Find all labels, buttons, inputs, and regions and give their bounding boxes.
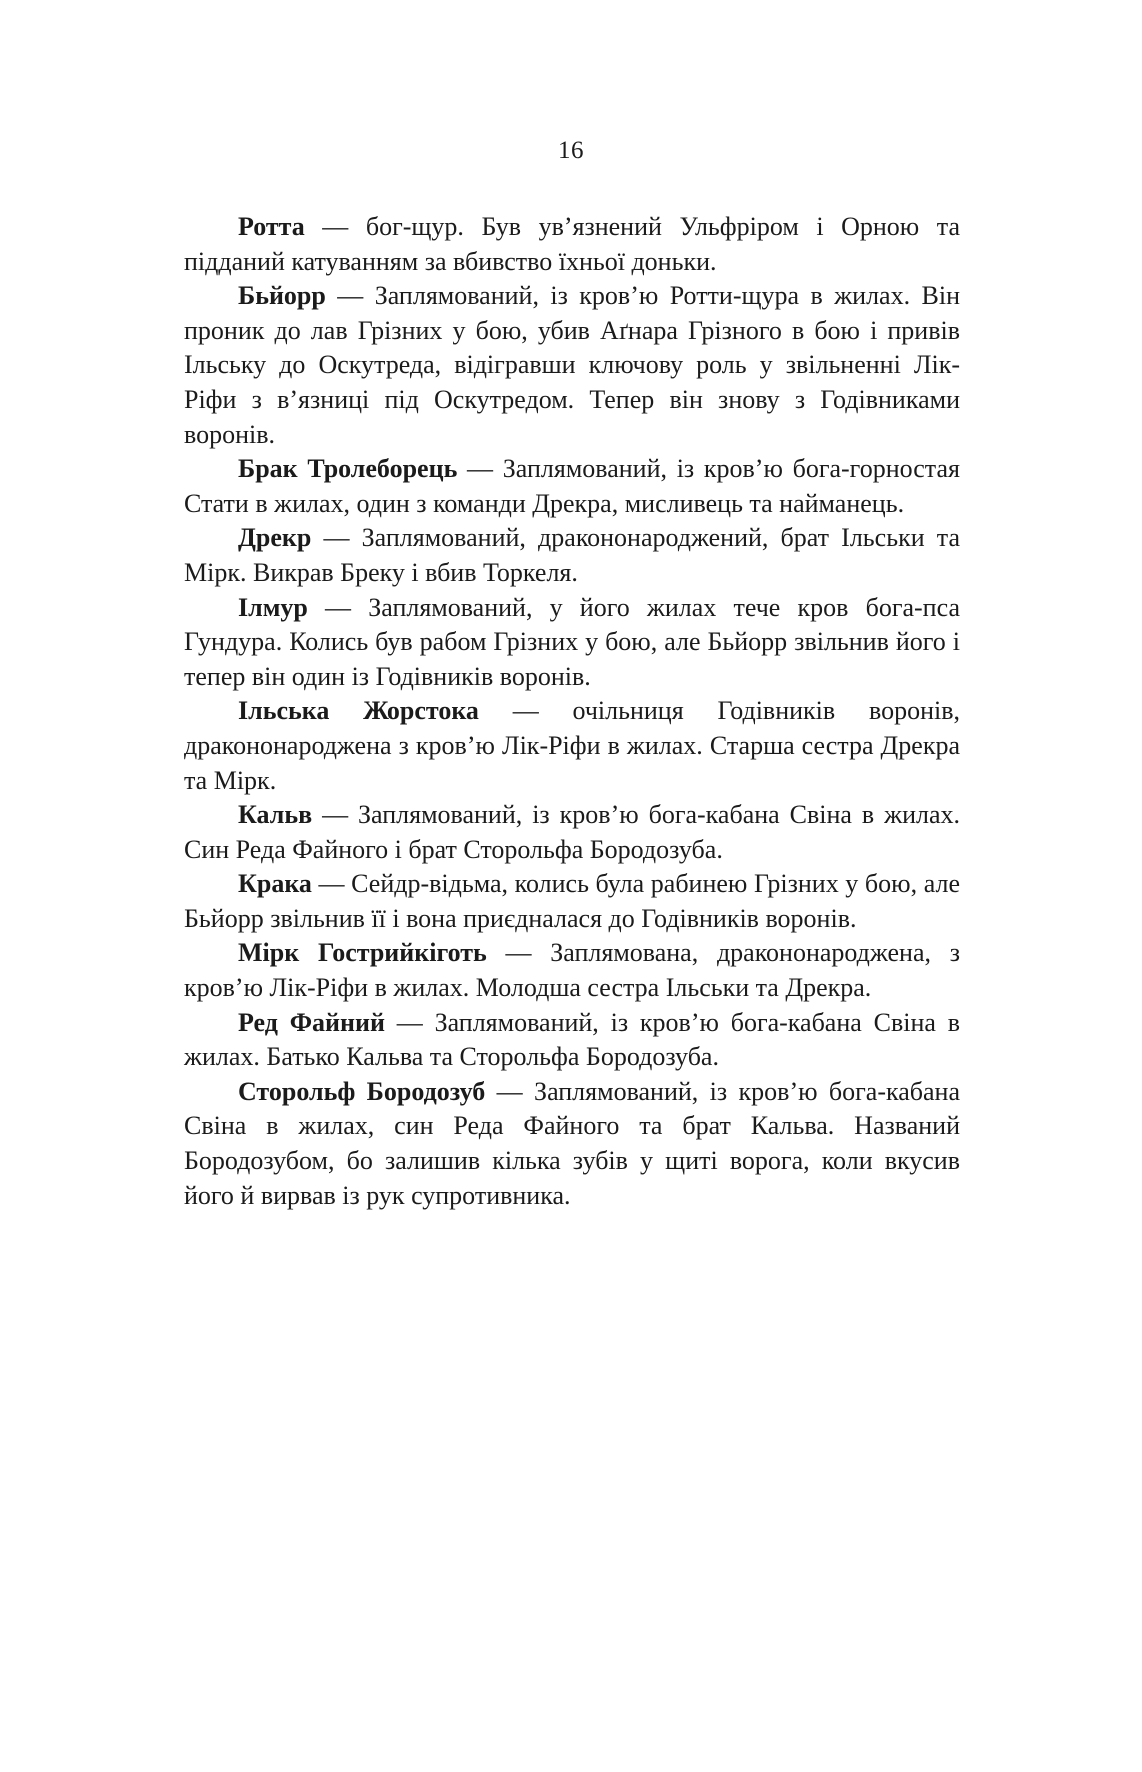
entry-description: — очільниця Годівників воронів, дракононароджена з кров’ю Лік-Ріфи в жилах. Старша сестра Дрекра та Мірк. [184, 696, 960, 795]
glossary-entry [184, 867, 960, 936]
entry-description: — Заплямований, із кров’ю бога-кабана Свіна в жилах. Син Реда Файного і брат Сторольфа Бородозуба. [184, 800, 960, 864]
glossary-entry [184, 279, 960, 452]
glossary-entry [184, 694, 960, 798]
entry-description: — бог-щур. Був ув’язнений Ульфріром і Орною та підданий катуванням за вбивство їхньої доньки. [184, 212, 960, 276]
entry-name: Брак Тролеборець [238, 454, 458, 484]
glossary-entry [184, 452, 960, 521]
entry-name: Кальв [238, 800, 313, 830]
entry-name: Мірк Гострийкіготь [238, 938, 487, 968]
entry-description: — Заплямований, у його жилах тече кров бога-пса Гундура. Колись був рабом Грізних у бою, але Бьйорр звільнив його і тепер він один із Годівників воронів. [184, 592, 960, 691]
entry-name: Ред Файний [238, 1007, 385, 1037]
entry-name: Ілмур [238, 592, 308, 622]
glossary-entry [184, 798, 960, 867]
entry-description: — Заплямований, із кров’ю бога-кабана Свіна в жилах, син Реда Файного та брат Кальва. Названий Бородозубом, бо залишив кілька зубів у щиті ворога, коли вкусив його й вирвав із рук супротивника. [184, 1076, 960, 1210]
glossary-entry [184, 210, 960, 279]
entry-name: Крака [238, 869, 312, 899]
entry-description: — Заплямована, дракононароджена, з кров’ю Лік-Ріфи в жилах. Молодша сестра Ільськи та Дрекра. [184, 938, 960, 1003]
entry-description: — Заплямований, із кров’ю Ротти-щура в жилах. Він проник до лав Грізних у бою, убив Аґнара Грізного в бою і привів Ільську до Оскутреда, відігравши ключову роль у звільненні Лік-Ріфи з в’язниці під Оскутредом. Тепер він знову з Годівниками воронів. [184, 281, 960, 449]
glossary-entry [184, 1075, 960, 1213]
entry-name: Дрекр [238, 523, 312, 553]
glossary-entry [184, 521, 960, 590]
glossary-text-block [184, 210, 960, 1213]
entry-description: — Заплямований, дракононароджений, брат Ільськи та Мірк. Викрав Бреку і вбив Торкеля. [184, 523, 960, 587]
page-number: 16 [558, 137, 584, 164]
entry-name: Ільська Жорстока [238, 696, 479, 726]
entry-name: Сторольф Бородозуб [238, 1076, 486, 1106]
entry-name: Ротта [238, 212, 305, 241]
glossary-entry [184, 591, 960, 695]
entry-name: Бьйорр [238, 281, 326, 311]
entry-description: — Сейдр-відьма, колись була рабинею Грізних у бою, але Бьйорр звільнив її і вона приєдналася до Годівників воронів. [184, 869, 960, 933]
glossary-entry [184, 1006, 960, 1075]
glossary-entry [184, 936, 960, 1005]
entry-description: — Заплямований, із кров’ю бога-горностая Стати в жилах, один з команди Дрекра, мисливець та найманець. [184, 454, 960, 518]
entry-description: — Заплямований, із кров’ю бога-кабана Свіна в жилах. Батько Кальва та Сторольфа Бородозуба. [184, 1007, 960, 1072]
